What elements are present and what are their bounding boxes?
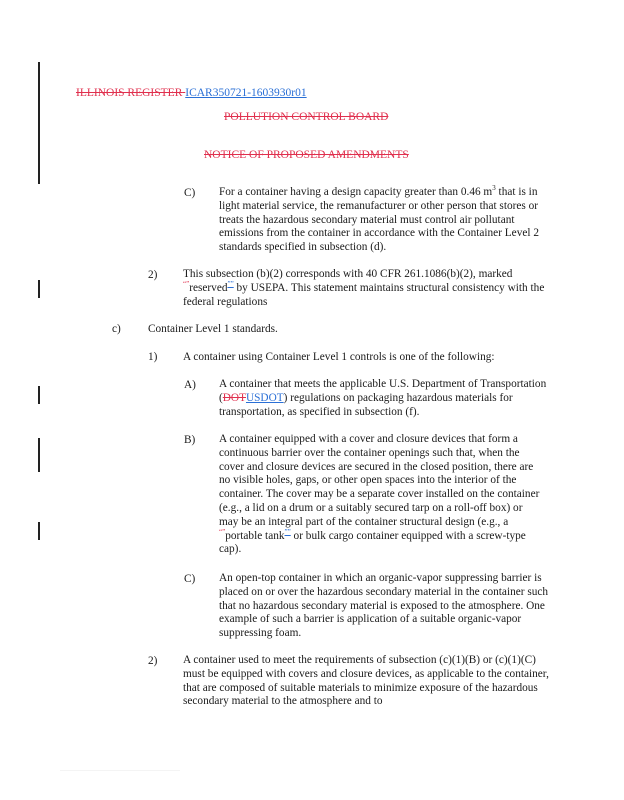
paragraph: An open-top container in which an organic-vapor suppressing barrier is placed on or over the hazardous secondary material in the container such that no hazardous secondary material is exposed to the atmosphere. One example of such a barrier is application of a suitable organic-vapor suppressing foam. (219, 572, 549, 640)
item-label: 1) (148, 351, 158, 363)
item-label: 2) (148, 269, 158, 281)
paragraph: A container used to meet the requirements of subsection (c)(1)(B) or (c)(1)(C) must be equipped with covers and closure devices, as applicable to the container, that are composed of suitable materials to minimize exposure of the hazardous secondary material to the atmosphere and to (183, 654, 549, 708)
register-deleted: ILLINOIS REGISTER (76, 87, 183, 99)
item-label: C) (184, 573, 196, 585)
item-text: A container using Container Level 1 controls is one of the following: (183, 351, 495, 363)
change-bar (38, 62, 40, 184)
item-label: A) (184, 379, 196, 391)
section-label: c) (112, 323, 121, 335)
register-inserted: ICAR350721-1603930r01 (185, 87, 307, 99)
change-bar (38, 280, 40, 298)
item-label: B) (184, 434, 196, 446)
board-title: POLLUTION CONTROL BOARD (224, 111, 389, 123)
paragraph: This subsection (b)(2) corresponds with 40 CFR 261.1086(b)(2), marked “”reserved”” by USEPA. This statement maintains structural consistency with the federal regulations (183, 268, 545, 308)
change-bar (38, 438, 40, 472)
change-bar (38, 386, 40, 404)
item-label: C) (184, 187, 196, 199)
item-label: 2) (148, 655, 158, 667)
footer-rule (60, 770, 180, 771)
register-header (76, 86, 307, 100)
paragraph: A container equipped with a cover and closure devices that form a continuous barrier over the container openings such that, when the cover and closure devices are secured in the closed position, there are no visible holes, gaps, or other open spaces into the interior of the container. The cover may be a separate cover installed on the container (e.g., a lid on a drum or a suitably secured tarp on a roll-off box) or may be an integral part of the container structural design (e.g., a “”portable tank”” or bulk cargo container equipped with a screw-type cap). (219, 433, 540, 556)
paragraph: A container that meets the applicable U.S. Department of Transportation (DOTUSDOT) regulations on packaging hazardous materials for transportation, as specified in subsection (f). (219, 378, 547, 418)
change-bar (38, 522, 40, 540)
paragraph: For a container having a design capacity greater than 0.46 $m^3$ that is in light material service, the remanufacturer or other person that stores or treats the hazardous secondary material must control air pollutant emissions from the container in accordance with the Container Level 2 standards specified in subsection (d). (219, 184, 539, 254)
notice-title: NOTICE OF PROPOSED AMENDMENTS (204, 149, 409, 161)
section-title: Container Level 1 standards. (148, 323, 278, 335)
